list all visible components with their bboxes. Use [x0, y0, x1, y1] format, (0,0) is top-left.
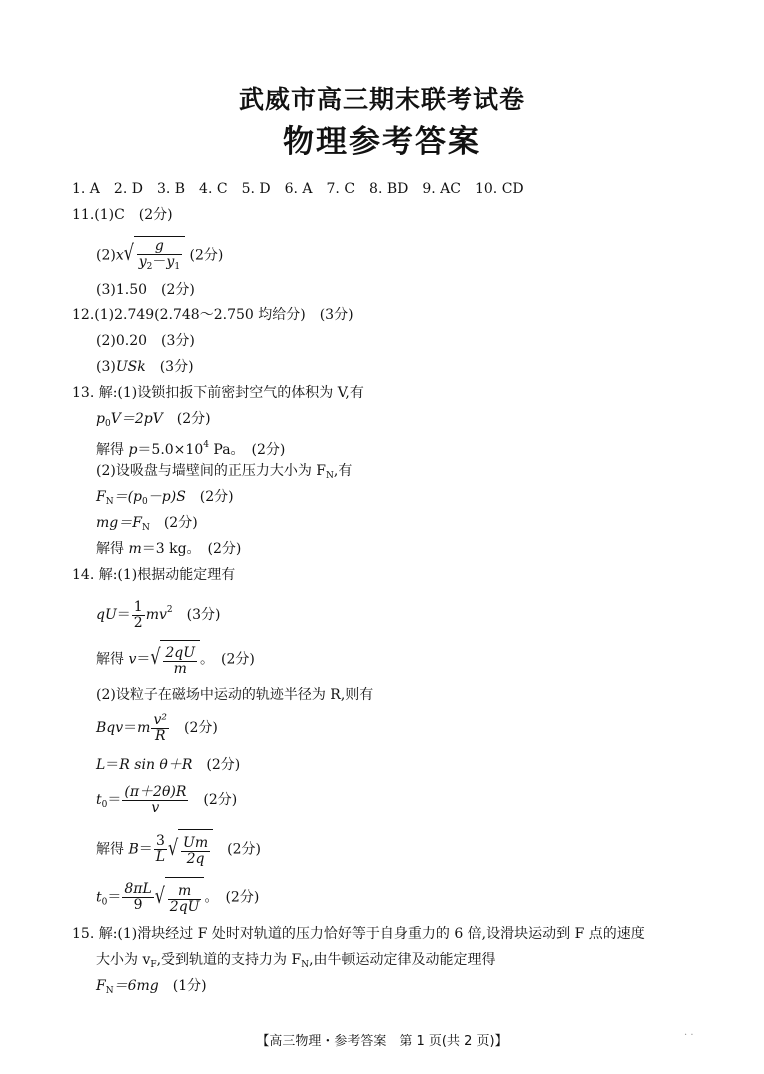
q12-part2: (2)0.20 (3分) — [96, 333, 195, 349]
q13-eq3: $F_N=(p_0-p)S$ (2分) — [96, 489, 234, 507]
q15-eq1: $F_N=6mg$ (1分) — [96, 978, 207, 996]
sqrt-expression: √ $\frac{g}{y_2-y_1}$ — [124, 236, 185, 275]
choice-answers: 1. A 2. D 3. B 4. C 5. D 6. A 7. C 8. BD 9. AC 10. CD — [72, 181, 524, 197]
q14-eq6: 解得 B＝ $\frac{3}{L}$ √ $\frac{Um}{2q}$ (2分) — [96, 829, 261, 870]
q14-eq5: $t_0=$ $\frac{(\pi+2\theta)R}{v}$ (2分) — [96, 783, 238, 816]
q14-eq2: 解得 v＝ √ $\frac{2qU}{m}$ 。 (2分) — [96, 640, 255, 679]
q11-part2: (2)x √ $\frac{g}{y_2-y_1}$ (2分) — [96, 236, 223, 275]
q14-intro: 14. 解:(1)根据动能定理有 — [72, 567, 236, 583]
q12-part1: 12.(1)2.749(2.748～2.750 均给分) (3分) — [72, 307, 354, 323]
q11-part1: 11.(1)C (2分) — [72, 207, 173, 223]
q13-intro: 13. 解:(1)设锁扣扳下前密封空气的体积为 V,有 — [72, 385, 364, 401]
q13-eq2: 解得 $p=5.0\times 10^4$ Pa。 (2分) — [96, 440, 286, 458]
corner-dots: · · — [684, 1030, 694, 1041]
q11-part3: (3)1.50 (2分) — [96, 282, 195, 298]
q14-eq4: L＝R sin θ＋R (2分) — [96, 757, 241, 773]
page-title: 武威市高三期末联考试卷 — [238, 85, 525, 114]
q14-eq3: Bqv＝m $\frac{\text{v²}}{R}$ (2分) — [96, 711, 218, 744]
q14-part2: (2)设粒子在磁场中运动的轨迹半径为 R,则有 — [96, 687, 374, 703]
q13-eq1: $p_0V=2pV$ (2分) — [96, 411, 211, 429]
q14-eq7: $t_0=$ $\frac{8\pi L}{9}$ √ $\frac{m}{2qU}$ 。 (2分) — [96, 877, 259, 922]
page-subtitle: 物理参考答案 — [283, 124, 481, 160]
q15-line2: 大小为 $v_F$,受到轨道的支持力为 $F_N$,由牛顿运动定律及动能定理得 — [96, 952, 496, 970]
page-footer: 【高三物理・参考答案 第 1 页(共 2 页)】 — [256, 1034, 508, 1049]
q12-part3: (3)USk (3分) — [96, 359, 194, 375]
q13-part2: (2)设吸盘与墙壁间的正压力大小为 $F_N$,有 — [96, 463, 353, 481]
q14-eq1: qU＝ $\frac{1}{2}$ $mv^2$ (3分) — [96, 598, 221, 631]
q13-eq5: 解得 m＝3 kg。 (2分) — [96, 541, 242, 557]
q13-eq4: $mg=F_N$ (2分) — [96, 515, 198, 533]
q15-line1: 15. 解:(1)滑块经过 F 处时对轨道的压力恰好等于自身重力的 6 倍,设滑块运动到 F 点的速度 — [72, 926, 645, 942]
